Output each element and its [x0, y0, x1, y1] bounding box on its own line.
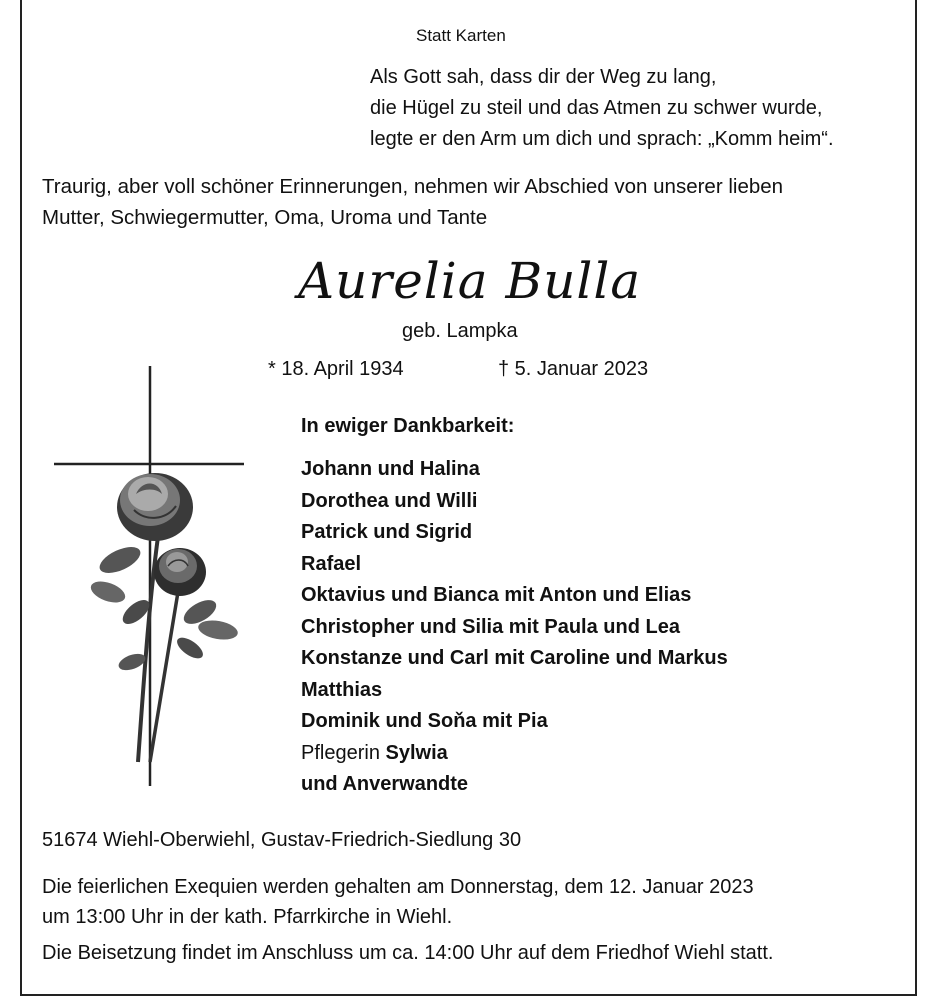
- statt-karten-label: Statt Karten: [416, 26, 506, 45]
- mourners-heading: In ewiger Dankbarkeit:: [301, 415, 515, 437]
- poem-line: legte er den Arm um dich und sprach: „Komm heim“.: [370, 128, 834, 150]
- service-line: Die feierlichen Exequien werden gehalten am Donnerstag, dem 12. Januar 2023: [42, 876, 754, 898]
- list-item: Christopher und Silia mit Paula und Lea: [301, 615, 680, 638]
- address: 51674 Wiehl-Oberwiehl, Gustav-Friedrich-Siedlung 30: [42, 829, 522, 851]
- caregiver-line: [301, 738, 728, 770]
- list-item: Konstanze und Carl mit Caroline und Markus: [301, 647, 728, 669]
- list-item: Oktavius und Bianca mit Anton und Elias: [301, 584, 692, 606]
- mourners-list: [301, 454, 728, 801]
- list-item: Dominik und Soňa mit Pia: [301, 710, 548, 732]
- list-item: Rafael: [301, 552, 362, 575]
- maiden-name: geb. Lampka: [402, 320, 518, 342]
- service-info: [42, 872, 754, 932]
- service-line: um 13:00 Uhr in der kath. Pfarrkirche in Wiehl.: [42, 906, 453, 928]
- intro-line: Traurig, aber voll schöner Erinnerungen, nehmen wir Abschied von unserer lieben: [42, 175, 784, 198]
- cross-with-roses-icon: [50, 362, 250, 792]
- caregiver-prefix: Pflegerin: [301, 741, 380, 764]
- death-date: † 5. Januar 2023: [498, 358, 649, 380]
- list-item: Patrick und Sigrid: [301, 521, 473, 543]
- mourners-closing: und Anverwandte: [301, 773, 469, 795]
- deceased-name: Aurelia Bulla: [298, 252, 642, 310]
- poem: [370, 62, 834, 155]
- poem-line: Als Gott sah, dass dir der Weg zu lang,: [370, 66, 717, 88]
- intro-text: [42, 171, 783, 233]
- list-item: Johann und Halina: [301, 458, 480, 480]
- birth-date: * 18. April 1934: [268, 358, 404, 380]
- list-item: Matthias: [301, 678, 383, 701]
- poem-line: die Hügel zu steil und das Atmen zu schwer wurde,: [370, 97, 823, 119]
- caregiver-name: Sylwia: [385, 741, 448, 764]
- burial-info: Die Beisetzung findet im Anschluss um ca. 14:00 Uhr auf dem Friedhof Wiehl statt.: [42, 942, 774, 964]
- list-item: Dorothea und Willi: [301, 489, 478, 512]
- intro-line: Mutter, Schwiegermutter, Oma, Uroma und Tante: [42, 206, 488, 229]
